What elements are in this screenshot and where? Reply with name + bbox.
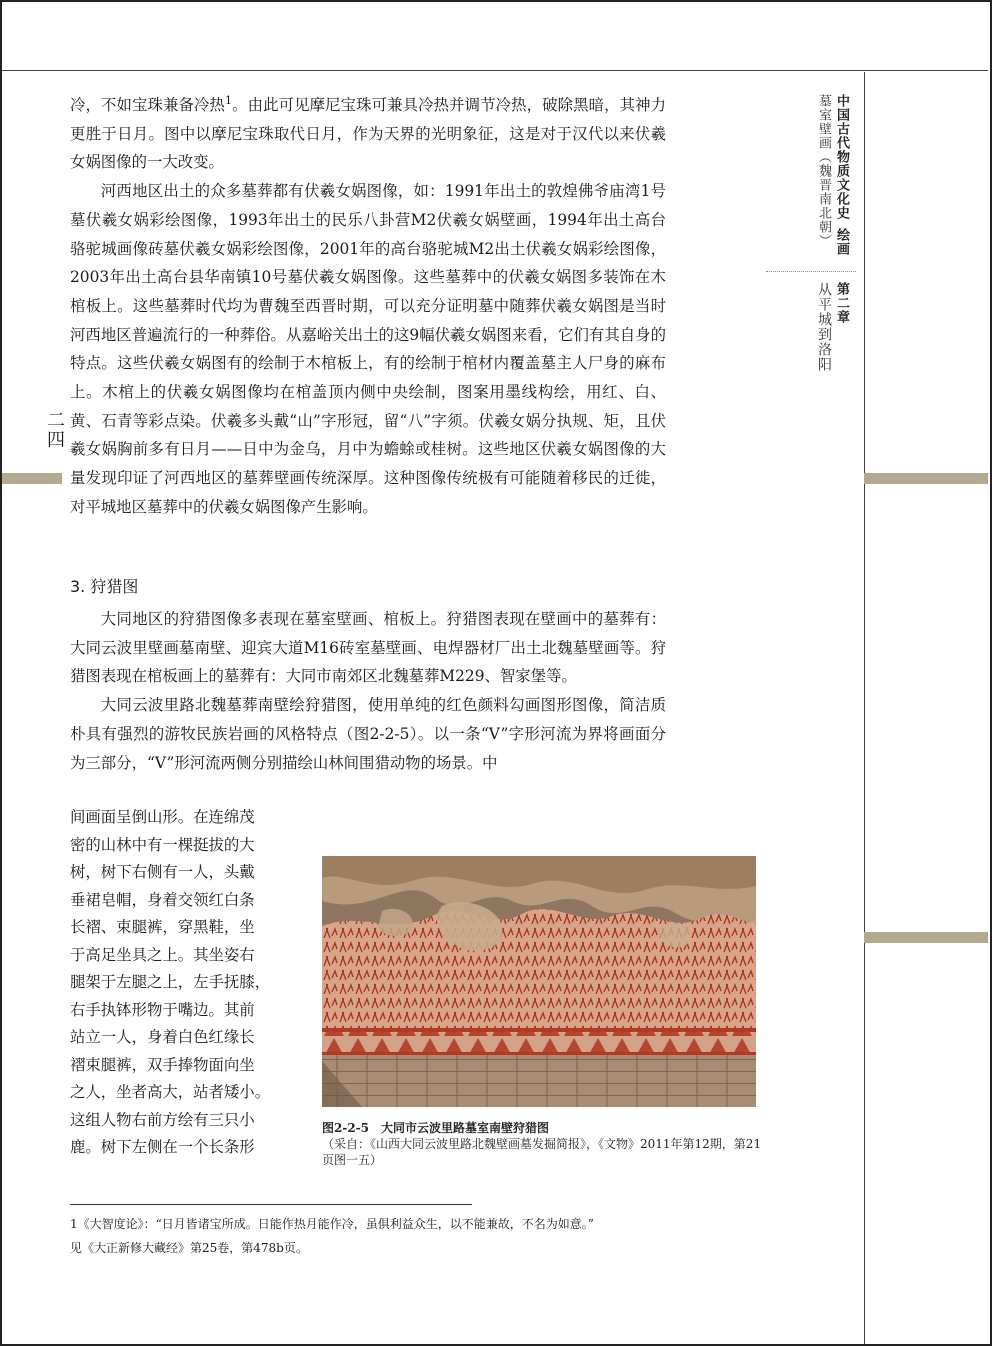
section-paragraph-1: 大同地区的狩猎图像多表现在墓室壁画、棺板上。狩猎图表现在壁画中的墓葬有：大同云波里壁画墓南壁、迎宾大道M16砖室墓壁画、电焊器材厂出土北魏墓壁画等。狩猎图表现在棺板画上的墓葬有：大同市南郊区北魏墓葬M229、智家堡等。 bbox=[70, 610, 666, 686]
running-head bbox=[812, 94, 856, 264]
wrap-line: 垂裙皂帽，身着交领红白条 bbox=[70, 890, 255, 909]
top-rule bbox=[2, 70, 988, 71]
chapter-title: 从平城到洛阳 bbox=[816, 282, 832, 372]
chapter-number: 第二章 bbox=[834, 282, 849, 324]
section-title: 3. 狩猎图 bbox=[70, 577, 139, 596]
decor-stripe-right bbox=[864, 473, 988, 484]
paragraph-2: 河西地区出土的众多墓葬都有伏羲女娲图像，如：1991年出土的敦煌佛爷庙湾1号墓伏羲女娲彩绘图像，1993年出土的民乐八卦营M2伏羲女娲壁画，1994年出土高台骆驼城画像砖墓伏羲女娲彩绘图像，2001年的高台骆驼城M2出土伏羲女娲彩绘图像，2003年出土高台县华南镇10号墓伏羲女娲图像。这些墓葬中的伏羲女娲图多装饰在木棺板上。这些墓葬时代均为曹魏至西晋时期，可以充分证明墓中随葬伏羲女娲图是当时河西地区普遍流行的一种葬俗。从嘉峪关出土的这9幅伏羲女娲图来看，它们有其自身的特点。这些伏羲女娲图有的绘制于木棺板上，有的绘制于棺材内覆盖墓主人尸身的麻布上。木棺上的伏羲女娲图像均在棺盖顶内侧中央绘制，图案用墨线构绘，用红、白、黄、石青等彩点染。伏羲多头戴“山”字形冠，留“八”字须。伏羲女娲分执规、矩，且伏羲女娲胸前多有日月——日中为金乌，月中为蟾蜍或桂树。这些地区伏羲女娲图像的大量发现印证了河西地区的墓葬壁画传统深厚。这种图像传统极有可能随着移民的迁徙，对平城地区墓葬中的伏羲女娲图像产生影响。 bbox=[70, 182, 666, 516]
book-title-text: 中国古代物质文化史 bbox=[834, 94, 849, 220]
book-title bbox=[834, 94, 848, 256]
wrap-line: 腿架于左腿之上，左手抚膝， bbox=[70, 973, 271, 991]
footnote-line-1: 1《大智度论》：“日月皆诸宝所成。日能作热月能作冷，虽俱利益众生，以不能兼故，不名为如意。” bbox=[70, 1217, 594, 1231]
wrap-line: 褶束腿裤，双手捧物面向坐 bbox=[70, 1055, 255, 1074]
wrap-line: 间画面呈倒山形。在连绵茂 bbox=[70, 808, 255, 826]
paragraph-1-end: 。由此可见摩尼宝珠可兼具冷热并调节冷热，破除黑暗，其神力更胜于日月。图中以摩尼宝珠取代日月，作为天界的光明象征，这是对于汉代以来伏羲女娲图像的一大改变。 bbox=[70, 96, 666, 172]
wrap-line: 右手执钵形物于嘴边。其前 bbox=[70, 1000, 255, 1019]
wrap-line: 于高足坐具之上。其坐姿右 bbox=[70, 945, 255, 964]
page-number: 二四 bbox=[44, 410, 65, 450]
wrap-line: 之人，坐者高大，站者矮小。 bbox=[70, 1083, 271, 1101]
decor-stripe-left bbox=[2, 473, 62, 484]
wrap-line: 树，树下右侧有一人，头戴 bbox=[70, 863, 255, 881]
footnote-ref[interactable]: 1 bbox=[225, 93, 232, 107]
caption-source: （采自：《山西大同云波里路北魏壁画墓发掘简报》，《文物》2011年第12期，第21页图一五） bbox=[322, 1137, 762, 1167]
volume-title: 墓室壁画（魏晋南北朝） bbox=[816, 94, 831, 248]
mural-photo bbox=[322, 856, 756, 1107]
section-paragraph-2: 大同云波里路北魏墓葬南壁绘狩猎图，使用单纯的红色颜料勾画图形图像，简洁质朴具有强烈的游牧民族岩画的风格特点（图2-2-5）。以一条“V”字形河流为界将画面分为三部分，“V”形河流两侧分别描绘山林间围猎动物的场景。中 bbox=[70, 696, 666, 772]
wrap-line: 这组人物右前方绘有三只小 bbox=[70, 1110, 255, 1129]
body-text-top bbox=[70, 91, 666, 522]
body-text-section bbox=[70, 605, 666, 777]
paragraph-1 bbox=[70, 91, 666, 177]
wrap-line: 密的山林中有一棵挺拔的大 bbox=[70, 835, 255, 854]
wrapped-text bbox=[70, 804, 286, 1162]
caption-title: 图2-2-5 大同市云波里路墓室南壁狩猎图 bbox=[322, 1121, 550, 1135]
mural-illustration bbox=[322, 856, 756, 1107]
paragraph-1-start: 冷，不如宝珠兼备冷热 bbox=[70, 96, 225, 114]
decor-stripe-right-lower bbox=[864, 932, 988, 943]
wrap-line: 长褶、束腿裤，穿黑鞋，坐 bbox=[70, 918, 255, 936]
book-title-suffix: 绘画 bbox=[834, 228, 849, 256]
wrap-line: 站立一人，身着白色红缘长 bbox=[70, 1028, 255, 1046]
dotted-divider bbox=[766, 271, 856, 272]
footnote-rule bbox=[70, 1204, 472, 1205]
wrap-line: 鹿。树下左侧在一个长条形 bbox=[70, 1138, 255, 1156]
margin-rule bbox=[864, 72, 865, 1344]
chapter-label bbox=[812, 282, 856, 402]
footnote-line-2: 见《大正新修大藏经》第25卷，第478b页。 bbox=[70, 1241, 308, 1255]
footnote bbox=[70, 1212, 670, 1260]
figure-caption bbox=[322, 1120, 762, 1168]
